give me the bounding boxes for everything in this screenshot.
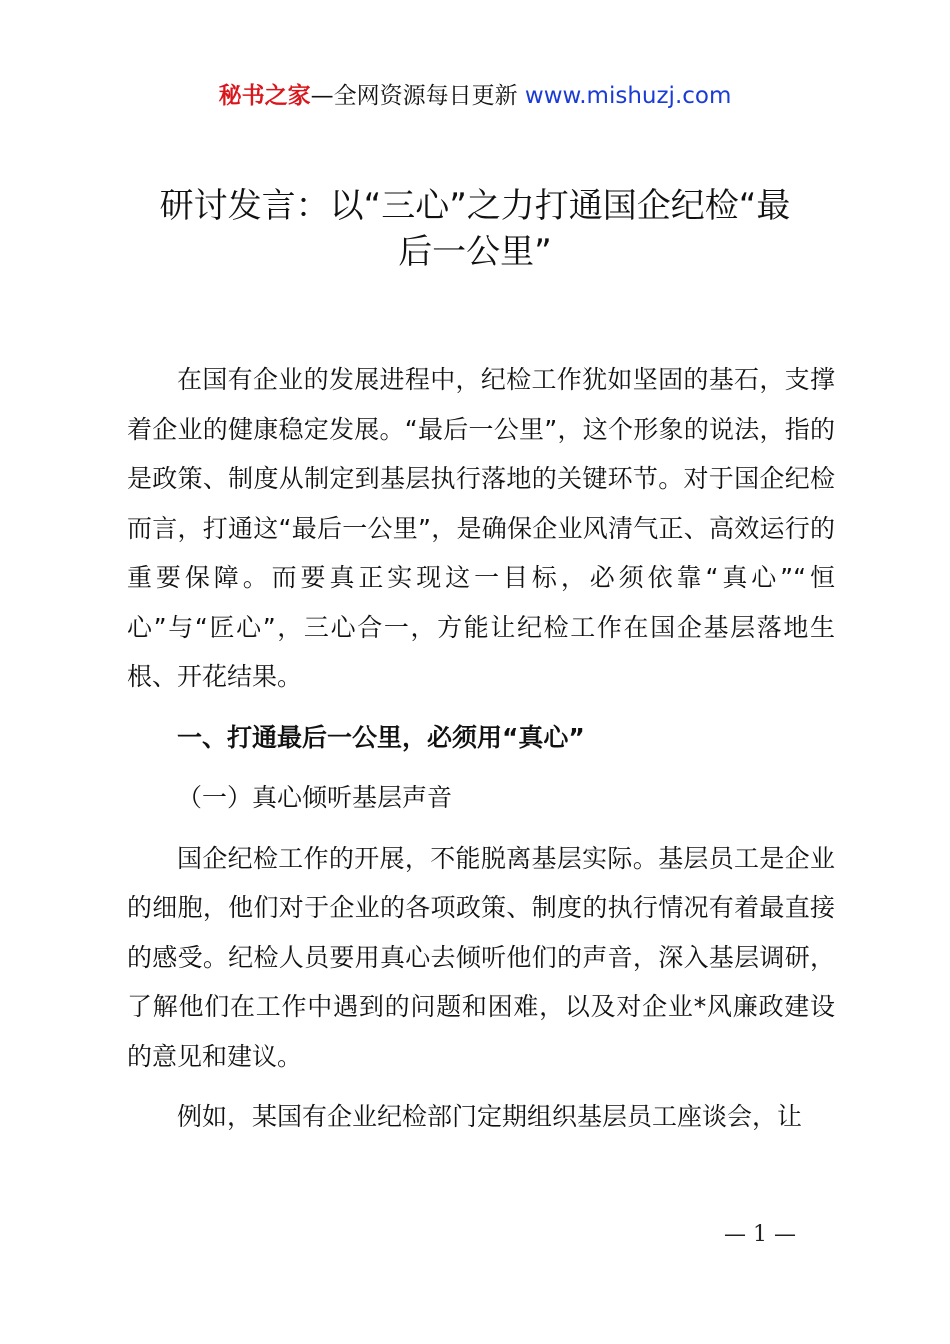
body-paragraph-example: 例如，某国有企业纪检部门定期组织基层员工座谈会，让 [177,1102,803,1131]
website-link[interactable]: www.mishuzj.com [524,83,732,109]
site-header [0,80,950,112]
title-line-2: 后一公里” [398,232,552,272]
subsection-heading-1-1: （一）真心倾听基层声音 [177,783,453,812]
section-heading-1: 一、打通最后一公里，必须用“真心” [177,722,585,752]
header-slogan: —全网资源每日更新 [310,83,525,109]
page-number: — 1 — [724,1222,796,1247]
brand-name: 秘书之家 [218,83,311,109]
body-paragraph-listen: 国企纪检工作的开展，不能脱离基层实际。基层员工是企业的细胞，他们对于企业的各项政策、制度的执行情况有着最直接的感受。纪检人员要用真心去倾听他们的声音，深入基层调研，了解他们在工作中遇到的问题和困难，以及对企业*风廉政建设的意见和建议。 [127,843,835,1071]
body-paragraph-intro: 在国有企业的发展进程中，纪检工作犹如坚固的基石，支撑着企业的健康稳定发展。“最后一公里”，这个形象的说法，指的是政策、制度从制定到基层执行落地的关键环节。对于国企纪检而言，打通这“最后一公里”，是确保企业风清气正、高效运行的重要保障。而要真正实现这一目标，必须依靠“真心”“恒心”与“匠心”，三心合一，方能让纪检工作在国企基层落地生根、开花结果。 [127,365,835,691]
title-line-1: 研讨发言：以“三心”之力打通国企纪检“最 [159,186,791,226]
document-body [127,355,835,1142]
document-title [110,183,840,275]
